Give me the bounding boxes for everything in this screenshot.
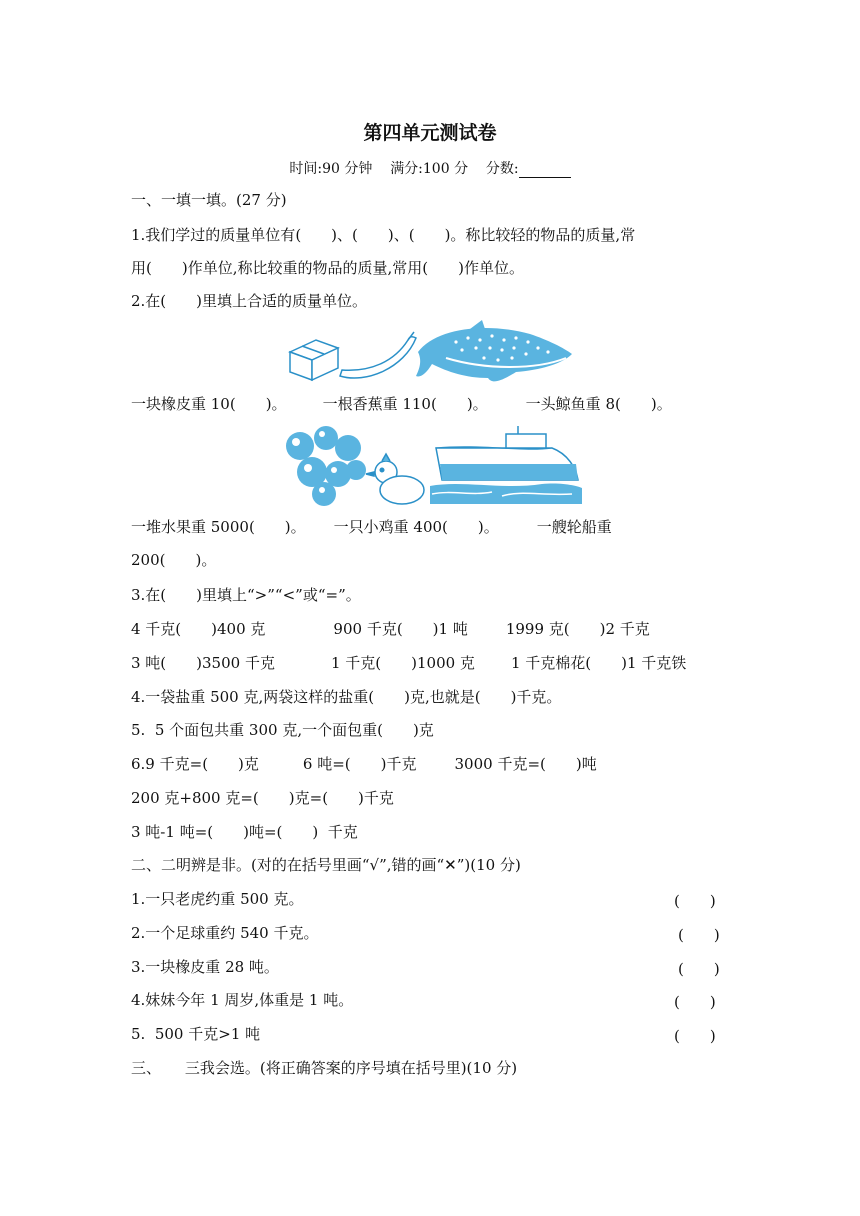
q2-row-1 [131,395,672,413]
tf-item-3: 3.一块橡皮重 28 吨。 [131,958,279,976]
q3-row-1 [131,620,650,638]
q5: 5. 5 个面包共重 300 克,一个面包重( )克 [131,721,434,739]
q6-row-3: 3 吨-1 吨=( )吨=( ) 千克 [131,823,358,841]
whale-question: 一头鲸鱼重 8( )。 [525,395,672,413]
tf-answer-3[interactable]: ( ) [678,960,720,978]
banana-icon [340,332,416,378]
compare-6: 1 千克棉花( )1 千克铁 [510,654,687,672]
section-1-heading: 一、一填一填。(27 分) [131,191,287,209]
ship-icon [430,426,582,504]
q1-line-2: 用( )作单位,称比较重的物品的质量,常用( )作单位。 [131,259,524,277]
q1-line-1: 1.我们学过的质量单位有( )、( )、( )。称比较轻的物品的质量,常 [131,226,636,244]
picture-row-2 [282,424,582,508]
tf-answer-2[interactable]: ( ) [678,926,720,944]
page-title: 第四单元测试卷 [363,122,497,144]
banana-question: 一根香蕉重 110( )。 [322,395,488,413]
compare-2: 900 千克( )1 吨 [333,620,468,638]
eraser-question: 一块橡皮重 10( )。 [131,395,287,413]
q6-row-2: 200 克+800 克=( )克=( )千克 [131,789,394,807]
section-3-heading: 三、 三我会选。(将正确答案的序号填在括号里)(10 分) [131,1059,518,1077]
exam-full-score: 满分:100 分 [390,161,469,177]
picture-row-1 [286,318,576,386]
q4: 4.一袋盐重 500 克,两袋这样的盐重( )克,也就是( )千克。 [131,688,562,706]
tf-answer-5[interactable]: ( ) [674,1027,716,1045]
tf-item-4: 4.妹妹今年 1 周岁,体重是 1 吨。 [131,991,354,1009]
compare-3: 1999 克( )2 千克 [505,620,650,638]
tf-item-5: 5. 500 千克>1 吨 [131,1025,261,1043]
convert-3: 3000 千克=( )吨 [454,755,597,773]
exam-time: 时间:90 分钟 [289,161,373,177]
tf-answer-1[interactable]: ( ) [674,892,716,910]
tf-answer-4[interactable]: ( ) [674,993,716,1011]
section-2-heading: 二、二明辨是非。(对的在括号里画“√”,错的画“✕”)(10 分) [131,856,521,874]
q2-prompt: 2.在( )里填上合适的质量单位。 [131,292,368,310]
score-blank[interactable] [519,163,571,178]
eraser-icon [290,340,338,380]
fruit-question: 一堆水果重 5000( )。 [131,518,306,536]
chick-question: 一只小鸡重 400( )。 [333,518,499,536]
q3-row-2 [131,654,686,672]
whale-shark-icon [416,320,572,381]
compare-1: 4 千克( )400 克 [131,620,266,638]
chick-icon [366,454,424,504]
compare-5: 1 千克( )1000 克 [330,654,475,672]
q6-row-1 [131,755,597,773]
tf-item-1: 1.一只老虎约重 500 克。 [131,890,304,908]
exam-meta [0,158,860,178]
convert-2: 6 吨=( )千克 [302,755,417,773]
exam-score-label: 分数: [485,161,519,177]
ship-question: 一艘轮船重 [536,518,612,536]
convert-1: 6.9 千克=( )克 [131,755,259,773]
ship-question-cont: 200( )。 [131,551,217,569]
tf-item-2: 2.一个足球重约 540 千克。 [131,924,319,942]
q2-row-2 [131,518,612,536]
q3-prompt: 3.在( )里填上“>”“<”或“=”。 [131,586,361,604]
compare-4: 3 吨( )3500 千克 [131,654,275,672]
fruit-pile-icon [286,426,366,506]
